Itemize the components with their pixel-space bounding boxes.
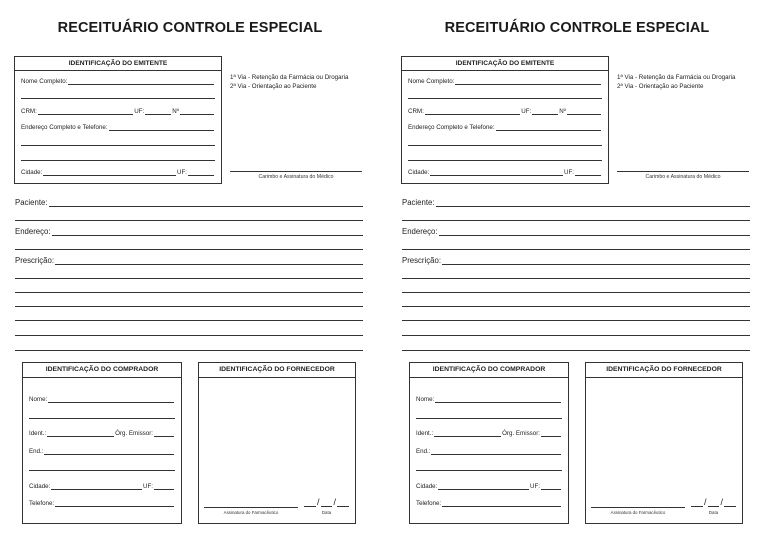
farmaceutico-signature-line[interactable] [204, 507, 298, 508]
data-field[interactable] [690, 497, 737, 507]
endereco-line-b [402, 249, 750, 250]
nome-completo-label: Nome Completo: [408, 78, 455, 85]
via-2-text: 2ª Via - Orientação ao Paciente [230, 83, 317, 90]
comprador-end-field[interactable] [29, 447, 175, 455]
prescricao-label: Prescrição: [15, 256, 54, 265]
endereco-emitente-label: Endereço Completo e Telefone: [21, 124, 108, 131]
comprador-ident-label: Ident.: [416, 430, 434, 437]
prescricao-line-1[interactable] [402, 278, 750, 279]
comprador-ident-row[interactable] [29, 429, 175, 437]
prescricao-label: Prescrição: [402, 256, 441, 265]
paciente-label: Paciente: [402, 198, 435, 207]
comprador-uf-label: UF: [143, 483, 153, 490]
date-sep-1: / [703, 497, 707, 507]
farmaceutico-caption: Assinatura do Farmacêutico [223, 510, 279, 515]
endereco-line-b [15, 249, 363, 250]
comprador-nome-line-2 [416, 418, 562, 419]
comprador-uf-label: UF: [530, 483, 540, 490]
via-1-text: 1ª Via - Retenção da Farmácia ou Drogaria [230, 74, 349, 81]
prescricao-line-4[interactable] [15, 320, 363, 321]
crm-row[interactable] [21, 107, 215, 115]
paciente-line-2 [15, 220, 363, 221]
comprador-orgao-label: Órg. Emissor: [502, 430, 540, 437]
endereco-line-3 [408, 160, 602, 161]
fornecedor-box [198, 362, 356, 524]
uf-label: UF: [521, 108, 532, 115]
prescricao-line-5[interactable] [402, 335, 750, 336]
form-title: RECEITUÁRIO CONTROLE ESPECIAL [444, 20, 710, 36]
endereco-line-2 [21, 145, 215, 146]
carimbo-caption: Carimbo e Assinatura do Médico [645, 174, 721, 180]
date-sep-2: / [333, 497, 336, 507]
emitente-header: IDENTIFICAÇÃO DO EMITENTE [402, 57, 608, 71]
endereco-line-3 [21, 160, 215, 161]
emitente-header: IDENTIFICAÇÃO DO EMITENTE [15, 57, 221, 71]
paciente-line-2 [402, 220, 750, 221]
endereco-field[interactable] [15, 227, 363, 236]
emitente-box [401, 56, 609, 184]
comprador-telefone-field[interactable] [416, 499, 562, 507]
uf-emitente-label: UF: [564, 169, 574, 176]
comprador-end-label: End.: [416, 448, 431, 455]
via-1-text: 1ª Via - Retenção da Farmácia ou Drogaria [617, 74, 736, 81]
comprador-cidade-row[interactable] [416, 482, 562, 490]
nome-completo-field[interactable] [21, 77, 215, 85]
emitente-box [14, 56, 222, 184]
prescricao-line-2[interactable] [15, 292, 363, 293]
paciente-field[interactable] [15, 198, 363, 207]
endereco-emitente-label: Endereço Completo e Telefone: [408, 124, 495, 131]
prescricao-line-6[interactable] [15, 350, 363, 351]
endereco-field[interactable] [402, 227, 750, 236]
comprador-header: IDENTIFICAÇÃO DO COMPRADOR [410, 363, 568, 378]
prescricao-field[interactable] [15, 256, 363, 265]
farmaceutico-caption: Assinatura do Farmacêutico [610, 510, 666, 515]
endereco-label: Endereço: [402, 227, 438, 236]
comprador-nome-field[interactable] [29, 395, 175, 403]
form-title: RECEITUÁRIO CONTROLE ESPECIAL [57, 20, 323, 36]
receituario-form-left [10, 0, 370, 543]
comprador-box [409, 362, 569, 524]
prescricao-line-3[interactable] [402, 306, 750, 307]
endereco-label: Endereço: [15, 227, 51, 236]
prescricao-line-5[interactable] [15, 335, 363, 336]
crm-label: CRM: [21, 108, 37, 115]
carimbo-signature-line [617, 171, 749, 172]
receituario-form-right [397, 0, 757, 543]
fornecedor-header: IDENTIFICAÇÃO DO FORNECEDOR [586, 363, 742, 378]
cidade-emitente-row[interactable] [408, 168, 602, 176]
comprador-end-field[interactable] [416, 447, 562, 455]
farmaceutico-signature-line[interactable] [591, 507, 685, 508]
date-sep-2: / [720, 497, 723, 507]
via-2-text: 2ª Via - Orientação ao Paciente [617, 83, 704, 90]
endereco-emitente-field[interactable] [408, 123, 602, 131]
comprador-end-line-2 [416, 470, 562, 471]
prescricao-line-2[interactable] [402, 292, 750, 293]
carimbo-signature-line [230, 171, 362, 172]
comprador-nome-line-2 [29, 418, 175, 419]
endereco-line-2 [408, 145, 602, 146]
endereco-emitente-field[interactable] [21, 123, 215, 131]
uf-label: UF: [134, 108, 145, 115]
numero-label: Nº [559, 108, 566, 115]
crm-label: CRM: [408, 108, 424, 115]
comprador-header: IDENTIFICAÇÃO DO COMPRADOR [23, 363, 181, 378]
prescricao-line-6[interactable] [402, 350, 750, 351]
numero-label: Nº [172, 108, 179, 115]
comprador-ident-label: Ident.: [29, 430, 47, 437]
data-caption: Data [321, 510, 332, 515]
nome-line-2 [408, 98, 602, 99]
comprador-box [22, 362, 182, 524]
fornecedor-header: IDENTIFICAÇÃO DO FORNECEDOR [199, 363, 355, 378]
comprador-cidade-label: Cidade: [416, 483, 438, 490]
cidade-emitente-label: Cidade: [408, 169, 430, 176]
comprador-ident-row[interactable] [416, 429, 562, 437]
cidade-emitente-row[interactable] [21, 168, 215, 176]
prescricao-field[interactable] [402, 256, 750, 265]
nome-completo-label: Nome Completo: [21, 78, 68, 85]
carimbo-caption: Carimbo e Assinatura do Médico [258, 174, 334, 180]
date-sep-1: / [316, 497, 320, 507]
comprador-telefone-label: Telefone: [29, 500, 55, 507]
comprador-nome-label: Nome: [416, 396, 435, 403]
data-field[interactable] [303, 497, 350, 507]
prescricao-line-4[interactable] [402, 320, 750, 321]
cidade-emitente-label: Cidade: [21, 169, 43, 176]
prescricao-line-1[interactable] [15, 278, 363, 279]
comprador-telefone-label: Telefone: [416, 500, 442, 507]
prescricao-line-3[interactable] [15, 306, 363, 307]
comprador-telefone-field[interactable] [29, 499, 175, 507]
fornecedor-box [585, 362, 743, 524]
data-caption: Data [708, 510, 719, 515]
comprador-nome-field[interactable] [416, 395, 562, 403]
comprador-cidade-row[interactable] [29, 482, 175, 490]
uf-emitente-label: UF: [177, 169, 187, 176]
nome-completo-field[interactable] [408, 77, 602, 85]
comprador-orgao-label: Órg. Emissor: [115, 430, 153, 437]
comprador-end-label: End.: [29, 448, 44, 455]
paciente-label: Paciente: [15, 198, 48, 207]
comprador-end-line-2 [29, 470, 175, 471]
comprador-nome-label: Nome: [29, 396, 48, 403]
nome-line-2 [21, 98, 215, 99]
crm-row[interactable] [408, 107, 602, 115]
paciente-field[interactable] [402, 198, 750, 207]
comprador-cidade-label: Cidade: [29, 483, 51, 490]
